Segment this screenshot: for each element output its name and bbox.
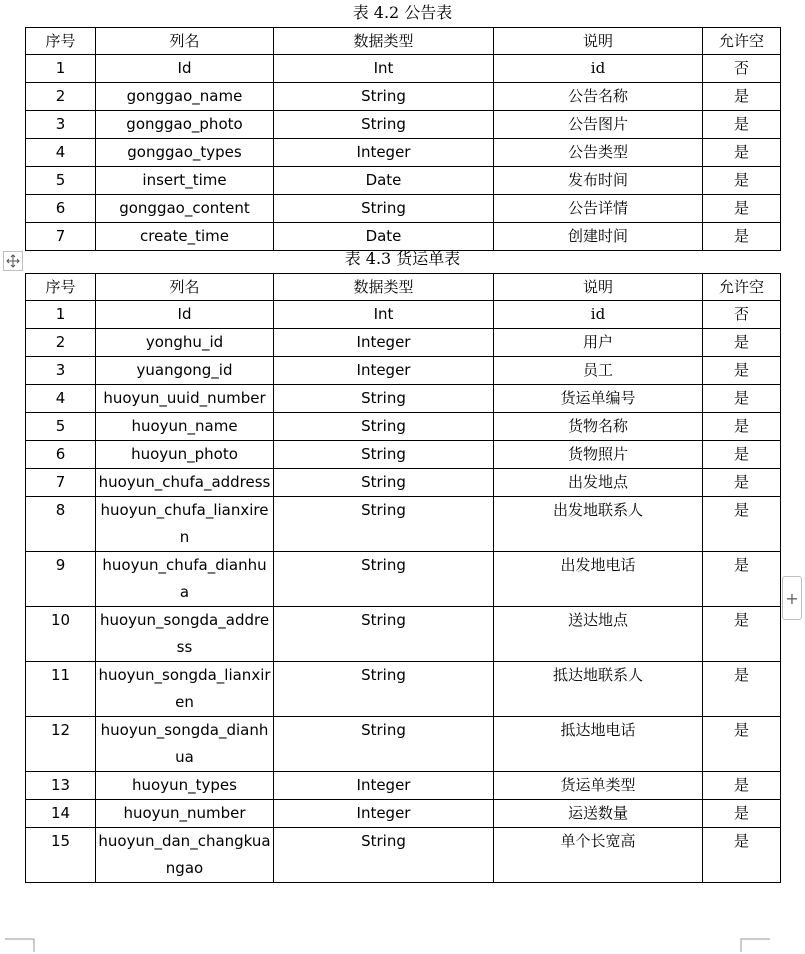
cell-nullable: 是 (703, 329, 781, 357)
cell-data-type: Integer (274, 772, 494, 800)
table-row (26, 413, 781, 441)
table-row (26, 357, 781, 385)
cell-column-name: gonggao_photo (96, 111, 274, 139)
plus-icon: + (785, 588, 799, 608)
cell-data-type: Date (274, 223, 494, 251)
cell-index: 7 (26, 469, 96, 497)
cell-index: 4 (26, 139, 96, 167)
header-cell-column-name: 列名 (96, 28, 274, 55)
cell-column-name: insert_time (96, 167, 274, 195)
cell-nullable: 是 (703, 772, 781, 800)
cell-index: 5 (26, 413, 96, 441)
cell-data-type: String (274, 552, 494, 607)
cell-column-name: gonggao_content (96, 195, 274, 223)
table-row (26, 662, 781, 717)
cell-nullable: 是 (703, 223, 781, 251)
cell-column-name: huoyun_songda_dianhua (96, 717, 274, 772)
table-row (26, 828, 781, 883)
cell-nullable: 是 (703, 111, 781, 139)
cell-data-type: String (274, 413, 494, 441)
cell-description: 出发地点 (494, 469, 703, 497)
table-4-2-caption: 表 4.2 公告表 (352, 3, 453, 22)
cell-index: 5 (26, 167, 96, 195)
cell-data-type: String (274, 441, 494, 469)
cell-nullable: 是 (703, 195, 781, 223)
cell-nullable: 是 (703, 167, 781, 195)
header-cell-index: 序号 (26, 28, 96, 55)
table-row (26, 223, 781, 251)
cell-description: 送达地点 (494, 607, 703, 662)
cell-column-name: huoyun_photo (96, 441, 274, 469)
cell-nullable: 是 (703, 469, 781, 497)
shipment-table (25, 273, 781, 883)
cell-description: 员工 (494, 357, 703, 385)
table-row (26, 469, 781, 497)
cell-data-type: String (274, 385, 494, 413)
cell-nullable: 是 (703, 662, 781, 717)
cell-data-type: String (274, 828, 494, 883)
cell-column-name: yuangong_id (96, 357, 274, 385)
table-4-3-caption: 表 4.3 货运单表 (344, 249, 461, 268)
cell-nullable: 是 (703, 828, 781, 883)
cell-nullable: 是 (703, 139, 781, 167)
cell-column-name: Id (96, 55, 274, 83)
cell-description: 出发地联系人 (494, 497, 703, 552)
cell-data-type: Integer (274, 357, 494, 385)
cell-description: 货物名称 (494, 413, 703, 441)
cell-data-type: Integer (274, 139, 494, 167)
cell-column-name: create_time (96, 223, 274, 251)
move-arrows-icon (6, 254, 20, 268)
cell-data-type: String (274, 195, 494, 223)
cell-index: 14 (26, 800, 96, 828)
cell-index: 10 (26, 607, 96, 662)
table-row (26, 800, 781, 828)
header-cell-index: 序号 (26, 274, 96, 301)
cell-description: 公告类型 (494, 139, 703, 167)
cell-nullable: 是 (703, 385, 781, 413)
cell-index: 1 (26, 301, 96, 329)
table-row (26, 441, 781, 469)
cell-index: 8 (26, 497, 96, 552)
cell-column-name: huoyun_dan_changkuangao (96, 828, 274, 883)
cell-description: 抵达地联系人 (494, 662, 703, 717)
cell-column-name: huoyun_chufa_lianxiren (96, 497, 274, 552)
cell-data-type: Integer (274, 329, 494, 357)
cell-description: 货运单编号 (494, 385, 703, 413)
cell-index: 7 (26, 223, 96, 251)
table-row (26, 139, 781, 167)
cell-description: 公告详情 (494, 195, 703, 223)
announcement-table (25, 27, 781, 251)
cell-column-name: huoyun_types (96, 772, 274, 800)
cell-column-name: huoyun_songda_address (96, 607, 274, 662)
header-cell-nullable: 允许空 (703, 28, 781, 55)
cell-description: 发布时间 (494, 167, 703, 195)
table-row (26, 167, 781, 195)
cell-description: 单个长宽高 (494, 828, 703, 883)
cell-column-name: huoyun_number (96, 800, 274, 828)
cell-description: 公告名称 (494, 83, 703, 111)
table-row (26, 607, 781, 662)
table-row (26, 195, 781, 223)
cell-column-name: Id (96, 301, 274, 329)
header-cell-description: 说明 (494, 274, 703, 301)
cell-column-name: gonggao_name (96, 83, 274, 111)
cell-data-type: String (274, 607, 494, 662)
table-row (26, 55, 781, 83)
header-row (26, 274, 781, 301)
table-row (26, 552, 781, 607)
cell-description: id (494, 55, 703, 83)
header-cell-data-type: 数据类型 (274, 274, 494, 301)
cell-column-name: huoyun_name (96, 413, 274, 441)
page-corner-mark-left (5, 938, 35, 952)
cell-data-type: String (274, 111, 494, 139)
cell-nullable: 是 (703, 413, 781, 441)
cell-index: 2 (26, 329, 96, 357)
header-row (26, 28, 781, 55)
header-cell-data-type: 数据类型 (274, 28, 494, 55)
cell-data-type: String (274, 83, 494, 111)
cell-description: 货运单类型 (494, 772, 703, 800)
cell-nullable: 是 (703, 357, 781, 385)
cell-data-type: String (274, 717, 494, 772)
cell-column-name: yonghu_id (96, 329, 274, 357)
cell-column-name: huoyun_chufa_dianhua (96, 552, 274, 607)
cell-data-type: Integer (274, 800, 494, 828)
table-row (26, 301, 781, 329)
header-cell-nullable: 允许空 (703, 274, 781, 301)
table-row (26, 497, 781, 552)
table-row (26, 111, 781, 139)
cell-nullable: 否 (703, 301, 781, 329)
cell-column-name: huoyun_songda_lianxiren (96, 662, 274, 717)
cell-index: 4 (26, 385, 96, 413)
cell-nullable: 是 (703, 552, 781, 607)
cell-index: 6 (26, 195, 96, 223)
table-row (26, 83, 781, 111)
cell-index: 2 (26, 83, 96, 111)
table-row (26, 329, 781, 357)
cell-nullable: 否 (703, 55, 781, 83)
table-move-handle[interactable] (3, 251, 23, 271)
cell-data-type: Int (274, 55, 494, 83)
table-row (26, 772, 781, 800)
cell-index: 3 (26, 357, 96, 385)
cell-description: 货物照片 (494, 441, 703, 469)
cell-index: 15 (26, 828, 96, 883)
cell-description: 公告图片 (494, 111, 703, 139)
cell-description: 用户 (494, 329, 703, 357)
header-cell-column-name: 列名 (96, 274, 274, 301)
cell-index: 9 (26, 552, 96, 607)
add-row-button[interactable] (782, 576, 802, 620)
cell-data-type: Int (274, 301, 494, 329)
cell-column-name: huoyun_uuid_number (96, 385, 274, 413)
cell-nullable: 是 (703, 83, 781, 111)
cell-description: 运送数量 (494, 800, 703, 828)
header-cell-description: 说明 (494, 28, 703, 55)
cell-data-type: Date (274, 167, 494, 195)
cell-nullable: 是 (703, 607, 781, 662)
cell-description: 抵达地电话 (494, 717, 703, 772)
cell-nullable: 是 (703, 800, 781, 828)
cell-description: 创建时间 (494, 223, 703, 251)
cell-nullable: 是 (703, 717, 781, 772)
cell-nullable: 是 (703, 441, 781, 469)
cell-description: id (494, 301, 703, 329)
cell-description: 出发地电话 (494, 552, 703, 607)
cell-data-type: String (274, 497, 494, 552)
page-corner-mark-right (740, 938, 770, 952)
cell-index: 12 (26, 717, 96, 772)
cell-nullable: 是 (703, 497, 781, 552)
cell-data-type: String (274, 662, 494, 717)
cell-column-name: gonggao_types (96, 139, 274, 167)
cell-index: 11 (26, 662, 96, 717)
cell-column-name: huoyun_chufa_address (96, 469, 274, 497)
cell-index: 3 (26, 111, 96, 139)
cell-index: 13 (26, 772, 96, 800)
cell-data-type: String (274, 469, 494, 497)
cell-index: 6 (26, 441, 96, 469)
cell-index: 1 (26, 55, 96, 83)
table-row (26, 717, 781, 772)
table-row (26, 385, 781, 413)
